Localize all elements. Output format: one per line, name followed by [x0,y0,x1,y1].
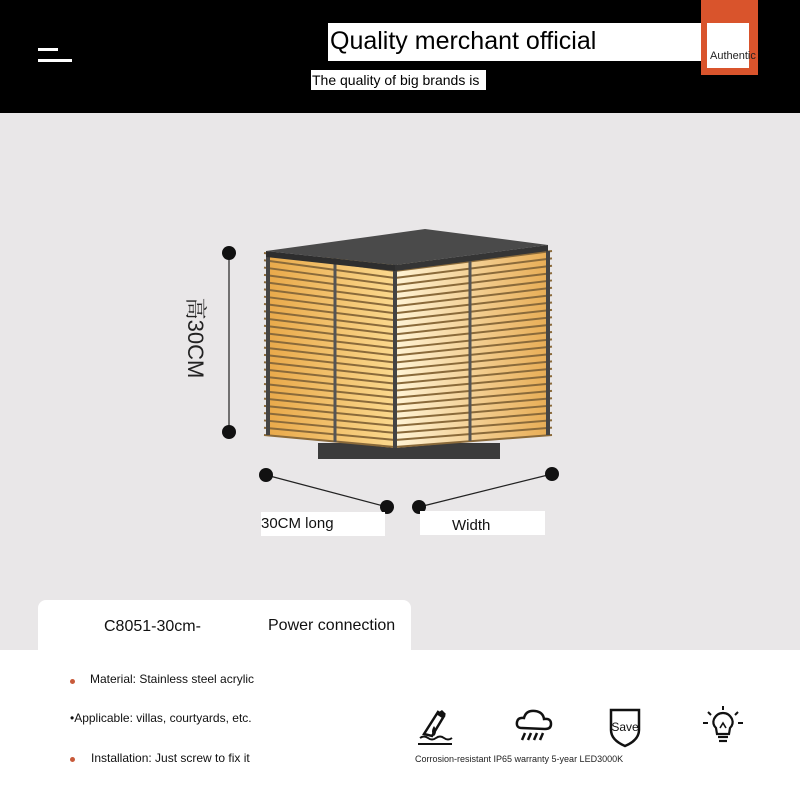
bullet-dot [70,679,75,684]
length-label-box [261,512,385,536]
model-code: C8051-30cm- [104,618,201,635]
width-label-box [420,511,545,535]
width-label: Width [452,517,491,534]
header-bar [0,0,800,113]
page-title: Quality merchant official [330,27,597,55]
rain-icon [513,706,555,748]
subtitle-box [311,70,486,90]
width-dimension-line [419,474,552,507]
title-box [328,23,750,61]
height-label: 高30CM [183,297,208,379]
spec-section [0,650,800,800]
spec-installation: Installation: Just screw to fix it [91,751,250,765]
page-subtitle: The quality of big brands is [312,72,480,88]
length-dimension-line [266,475,387,507]
shield-icon [605,706,645,748]
corrosion-icon [414,706,456,748]
authentic-badge: Authentic [710,50,756,62]
product-stage [0,113,800,650]
lamp-illustration [0,113,800,650]
shield-label: Save [611,720,639,734]
spec-applicable: •Applicable: villas, courtyards, etc. [70,711,252,725]
bullet-dot [70,757,75,762]
length-label: 30CM long [261,515,334,532]
spec-material: Material: Stainless steel acrylic [90,672,255,686]
bulb-icon [703,706,743,748]
menu-icon[interactable] [38,48,72,66]
power-connection-label: Power connection [268,617,396,634]
features-caption: Corrosion-resistant IP65 warranty 5-year LED3000K [415,754,624,764]
